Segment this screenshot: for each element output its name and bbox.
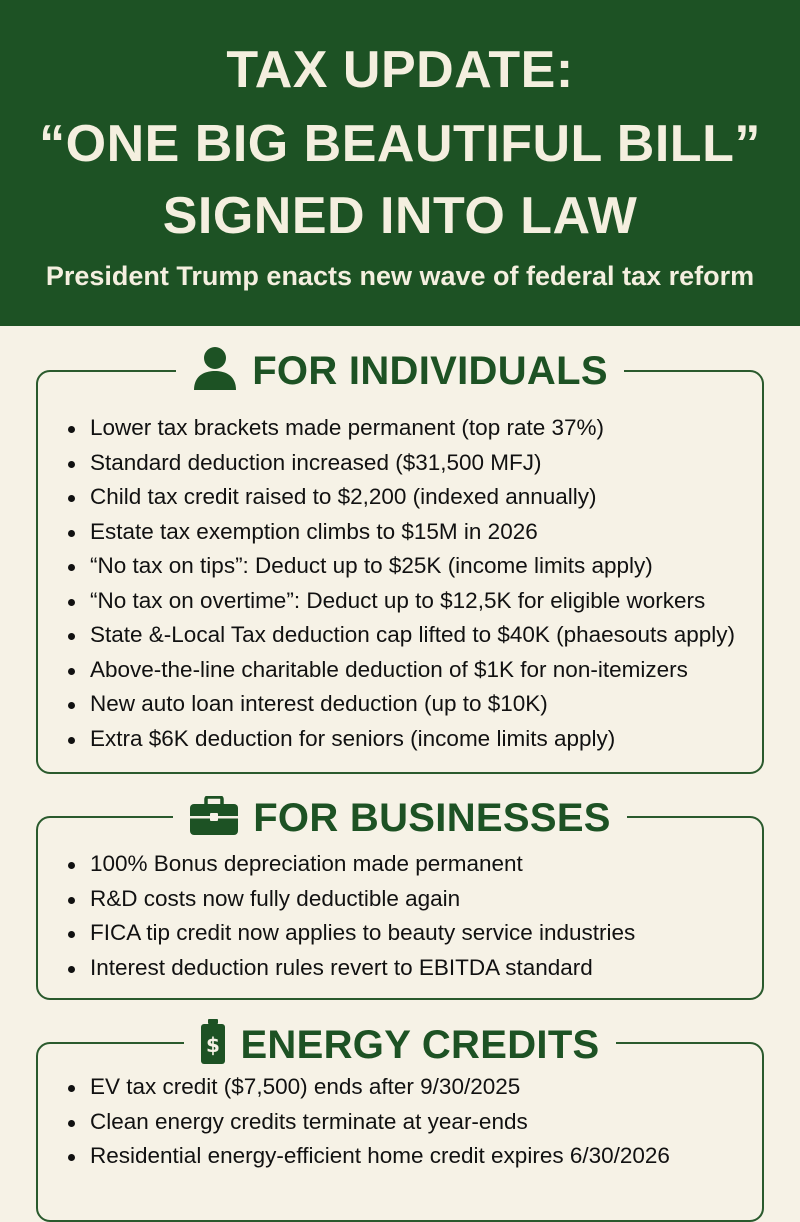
list-item: R&D costs now fully deductible again — [68, 882, 768, 917]
list-item: “No tax on tips”: Deduct up to $25K (income limits apply) — [68, 549, 768, 584]
list-item: Child tax credit raised to $2,200 (indexed annually) — [68, 480, 768, 515]
list-item: Extra $6K deduction for seniors (income limits apply) — [68, 722, 768, 757]
list-item: Interest deduction rules revert to EBITDA standard — [68, 951, 768, 986]
headline-line-1: TAX UPDATE: — [226, 41, 574, 99]
list-item: Lower tax brackets made permanent (top rate 37%) — [68, 411, 768, 446]
list-item: New auto loan interest deduction (up to $10K) — [68, 687, 768, 722]
battery-dollar-icon — [200, 1019, 226, 1070]
energy-list — [68, 1070, 768, 1174]
list-item: “No tax on overtime”: Deduct up to $12,5K for eligible workers — [68, 584, 768, 619]
briefcase-icon — [189, 796, 239, 841]
list-item: Residential energy-efficient home credit expires 6/30/2026 — [68, 1139, 768, 1174]
list-item: Clean energy credits terminate at year-ends — [68, 1105, 768, 1140]
headline-subtitle: President Trump enacts new wave of federal tax reform — [45, 261, 755, 291]
businesses-title: FOR BUSINESSES — [253, 796, 611, 840]
svg-text:$: $ — [206, 1033, 221, 1057]
headline-line-3: SIGNED INTO LAW — [162, 187, 638, 245]
businesses-list — [68, 847, 768, 985]
header-banner — [0, 0, 800, 326]
person-icon — [192, 346, 238, 395]
individuals-title: FOR INDIVIDUALS — [252, 348, 608, 393]
list-item: Above-the-line charitable deduction of $1K for non-itemizers — [68, 653, 768, 688]
businesses-section-heading — [0, 794, 800, 842]
list-item: State &-Local Tax deduction cap lifted to $40K (phaesouts apply) — [68, 618, 768, 653]
headline-line-2: “ONE BIG BEAUTIFUL BILL” — [39, 115, 761, 173]
list-item: Standard deduction increased ($31,500 MFJ) — [68, 446, 768, 481]
individuals-section-heading — [0, 346, 800, 395]
list-item: FICA tip credit now applies to beauty service industries — [68, 916, 768, 951]
energy-title: ENERGY CREDITS — [240, 1022, 600, 1067]
individuals-list — [68, 411, 768, 756]
list-item: Estate tax exemption climbs to $15M in 2026 — [68, 515, 768, 550]
energy-section-heading — [0, 1019, 800, 1070]
list-item: EV tax credit ($7,500) ends after 9/30/2025 — [68, 1070, 768, 1105]
list-item: 100% Bonus depreciation made permanent — [68, 847, 768, 882]
